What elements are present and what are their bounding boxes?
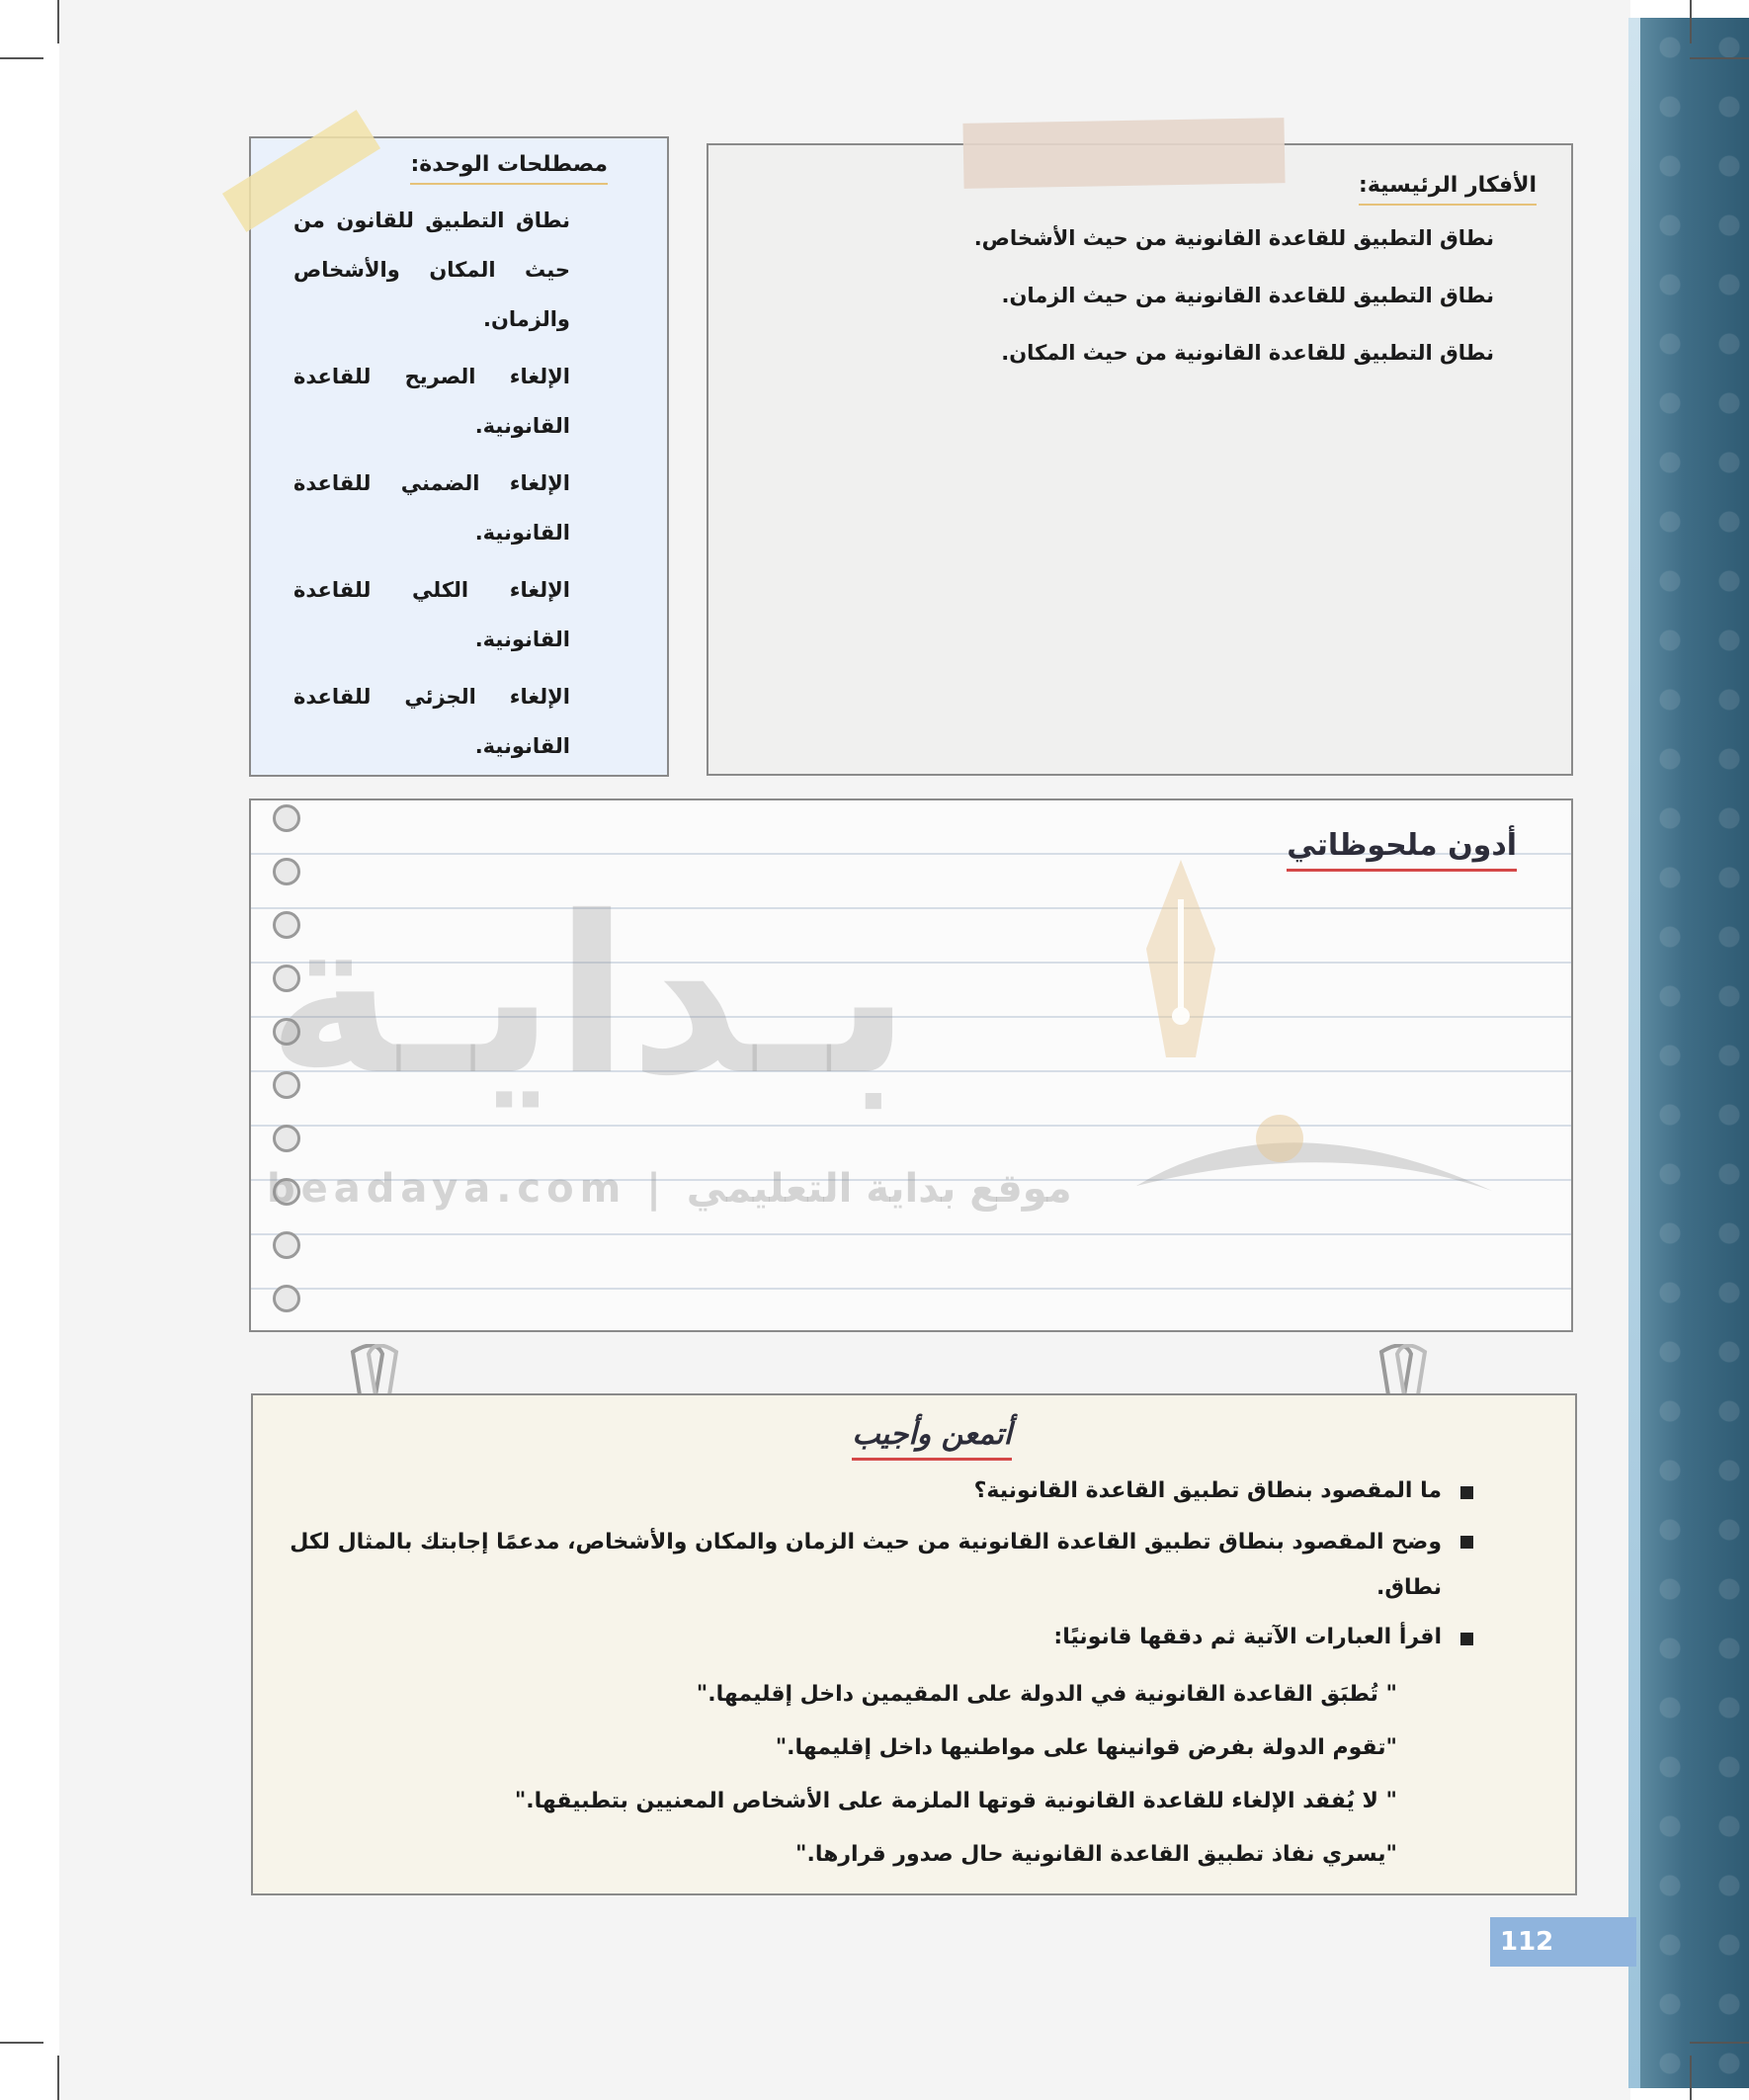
crop-mark (1690, 2056, 1692, 2100)
question-text: ما المقصود بنطاق تطبيق القاعدة القانونية؟ (973, 1478, 1442, 1503)
watermark-logo-text: بـدايـة (267, 870, 911, 1123)
key-idea-item: نطاق التطبيق للقاعدة القانونية من حيث الأشخاص. (973, 226, 1494, 250)
quote-item: " لا يُفقد الإلغاء للقاعدة القانونية قوتها الملزمة على الأشخاص المعنيين بتطبيقها." (514, 1789, 1397, 1813)
crop-mark (57, 2056, 59, 2100)
crop-mark (1690, 0, 1692, 43)
key-ideas-title: الأفكار الرئيسية: (1359, 173, 1537, 206)
glossary-terms (293, 196, 570, 779)
question-text: وضح المقصود بنطاق تطبيق القاعدة القانونية من حيث الزمان والمكان والأشخاص، مدعمًا إجابتك بالمثال لكل نطاق. (290, 1530, 1442, 1600)
key-ideas-box (707, 143, 1573, 776)
glossary-term: الإلغاء الجزئي للقاعدة القانونية. (293, 685, 570, 758)
decorative-side-band (1640, 18, 1749, 2088)
reflect-title: أتمعن وأجيب (852, 1417, 1012, 1461)
square-bullet-icon (1460, 1536, 1473, 1549)
tape-decoration (962, 118, 1285, 189)
question-item (1053, 1625, 1442, 1649)
binder-ring-icon (273, 1125, 300, 1152)
glossary-term: الإلغاء الكلي للقاعدة القانونية. (293, 578, 570, 651)
quote-item: "تقوم الدولة بفرض قوانينها على مواطنيها داخل إقليمها." (775, 1735, 1397, 1760)
glossary-term: الإلغاء الضمني للقاعدة القانونية. (293, 471, 570, 545)
question-item (974, 1478, 1442, 1503)
question-item (276, 1520, 1442, 1611)
quote-item: " تُطبَق القاعدة القانونية في الدولة على المقيمين داخل إقليمها." (696, 1682, 1397, 1707)
crop-mark (0, 57, 43, 59)
reflect-and-answer-box (251, 1393, 1577, 1895)
notes-title: أدون ملحوظاتي (1287, 828, 1517, 872)
glossary-term: نطاق التطبيق للقانون من حيث المكان والأشخاص والزمان. (293, 209, 570, 331)
binder-ring-icon (273, 1231, 300, 1259)
side-strip (1628, 18, 1640, 2088)
glossary-box (249, 136, 669, 777)
question-text: اقرأ العبارات الآتية ثم دققها قانونيًا: (1053, 1625, 1442, 1649)
key-idea-item: نطاق التطبيق للقاعدة القانونية من حيث المكان. (1001, 341, 1494, 365)
watermark-url: beadaya.com | موقع بداية التعليمي (267, 1166, 1072, 1212)
crop-mark (57, 0, 59, 43)
crop-mark (0, 2042, 43, 2044)
square-bullet-icon (1460, 1486, 1473, 1499)
pen-nib-icon (1136, 860, 1225, 1087)
quote-item: "يسري نفاذ تطبيق القاعدة القانونية حال صدور قرارها." (795, 1842, 1397, 1867)
glossary-term: الإلغاء الصريح للقاعدة القانونية. (293, 365, 570, 438)
glossary-title: مصطلحات الوحدة: (410, 152, 608, 185)
binder-ring-icon (273, 1285, 300, 1312)
crop-mark (1690, 2042, 1749, 2044)
watermark-swoosh-icon (1136, 1077, 1492, 1196)
page-number: 112 (1490, 1917, 1636, 1967)
binder-ring-icon (273, 804, 300, 832)
key-idea-item: نطاق التطبيق للقاعدة القانونية من حيث الزمان. (1001, 284, 1494, 307)
square-bullet-icon (1460, 1633, 1473, 1645)
crop-mark (1690, 57, 1749, 59)
